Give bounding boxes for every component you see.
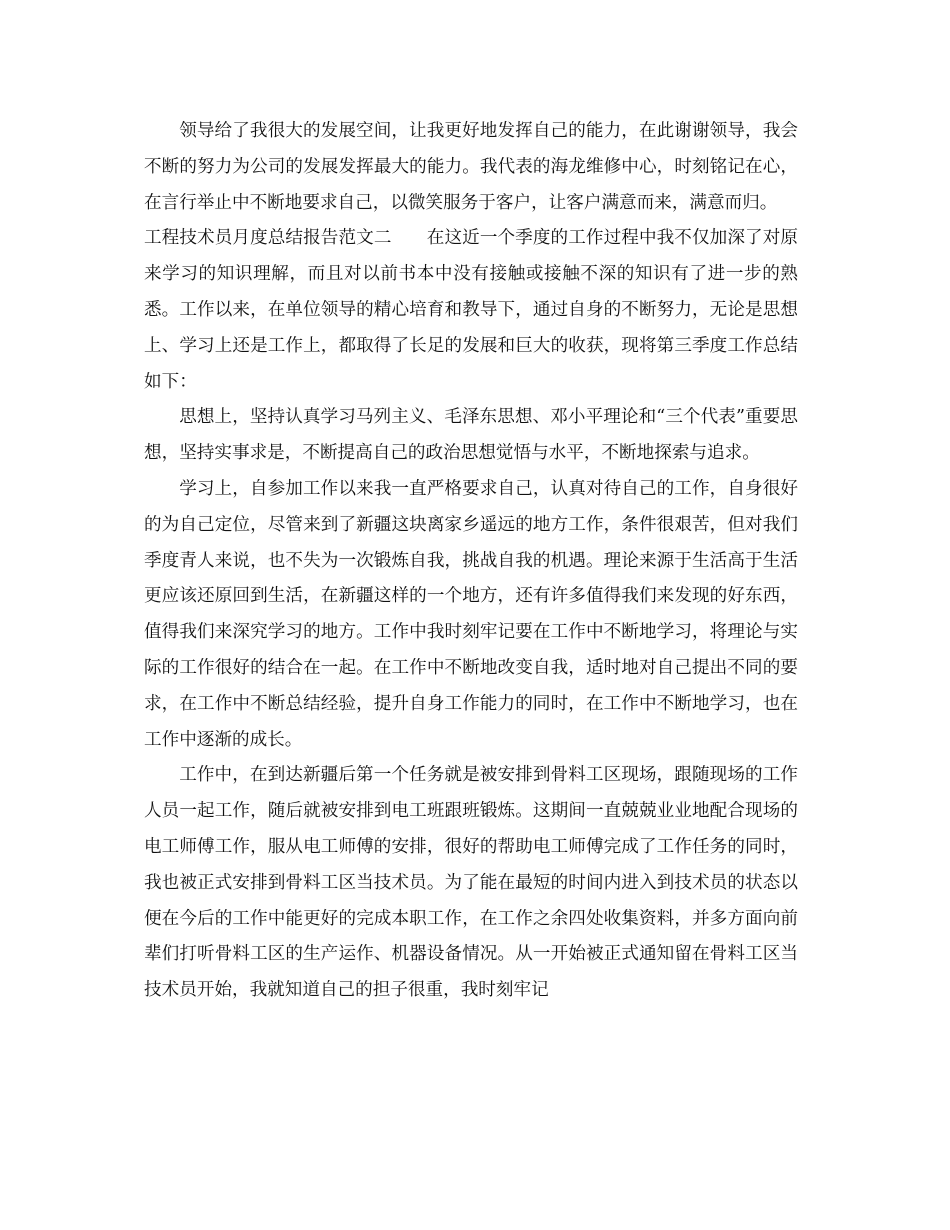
paragraph-2 xyxy=(144,221,798,400)
paragraph-3: 思想上，坚持认真学习马列主义、毛泽东思想、邓小平理论和“三个代表”重要思想，坚持实事求是，不断提高自己的政治思想觉悟与水平，不断地探索与追求。 xyxy=(144,407,798,464)
paragraph-4: 学习上，自参加工作以来我一直严格要求自己，认真对待自己的工作，自身很好的为自己定位，尽管来到了新疆这块离家乡遥远的地方工作，条件很艰苦，但对我们季度青人来说，也不失为一次锻炼自我，挑战自我的机遇。理论来源于生活高于生活更应该还原回到生活，在新疆这样的一个地方，还有许多值得我们来发现的好东西，值得我们来深究学习的地方。工作中我时刻牢记要在工作中不断地学习，将理论与实际的工作很好的结合在一起。在工作中不断地改变自我，适时地对自己提出不同的要求，在工作中不断总结经验，提升自身工作能力的同时，在工作中不断地学习，也在工作中逐渐的成长。 xyxy=(144,478,798,750)
paragraph-1: 领导给了我很大的发展空间，让我更好地发挥自己的能力，在此谢谢领导，我会不断的努力为公司的发展发挥最大的能力。我代表的海龙维修中心，时刻铭记在心，在言行举止中不断地要求自己，以微笑服务于客户，让客户满意而来，满意而归。 xyxy=(144,121,798,213)
section-title: 工程技术员月度总结报告范文二 xyxy=(144,228,392,249)
paragraph-5: 工作中，在到达新疆后第一个任务就是被安排到骨料工区现场，跟随现场的工作人员一起工作，随后就被安排到电工班跟班锻炼。这期间一直兢兢业业地配合现场的电工师傅工作，服从电工师傅的安排，很好的帮助电工师傅完成了工作任务的同时，我也被正式安排到骨料工区当技术员。为了能在最短的时间内进入到技术员的状态以便在今后的工作中能更好的完成本职工作，在工作之余四处收集资料，并多方面向前辈们打听骨料工区的生产运作、机器设备情况。从一开始被正式通知留在骨料工区当技术员开始，我就知道自己的担子很重，我时刻牢记 xyxy=(144,765,798,1001)
document-body xyxy=(144,114,798,1009)
paragraph-2-text: 在这近一个季度的工作过程中我不仅加深了对原来学习的知识理解，而且对以前书本中没有接触或接触不深的知识有了进一步的熟悉。工作以来，在单位领导的精心培育和教导下，通过自身的不断努力，无论是思想上、学习上还是工作上，都取得了长足的发展和巨大的收获，现将第三季度工作总结如下： xyxy=(144,228,798,392)
